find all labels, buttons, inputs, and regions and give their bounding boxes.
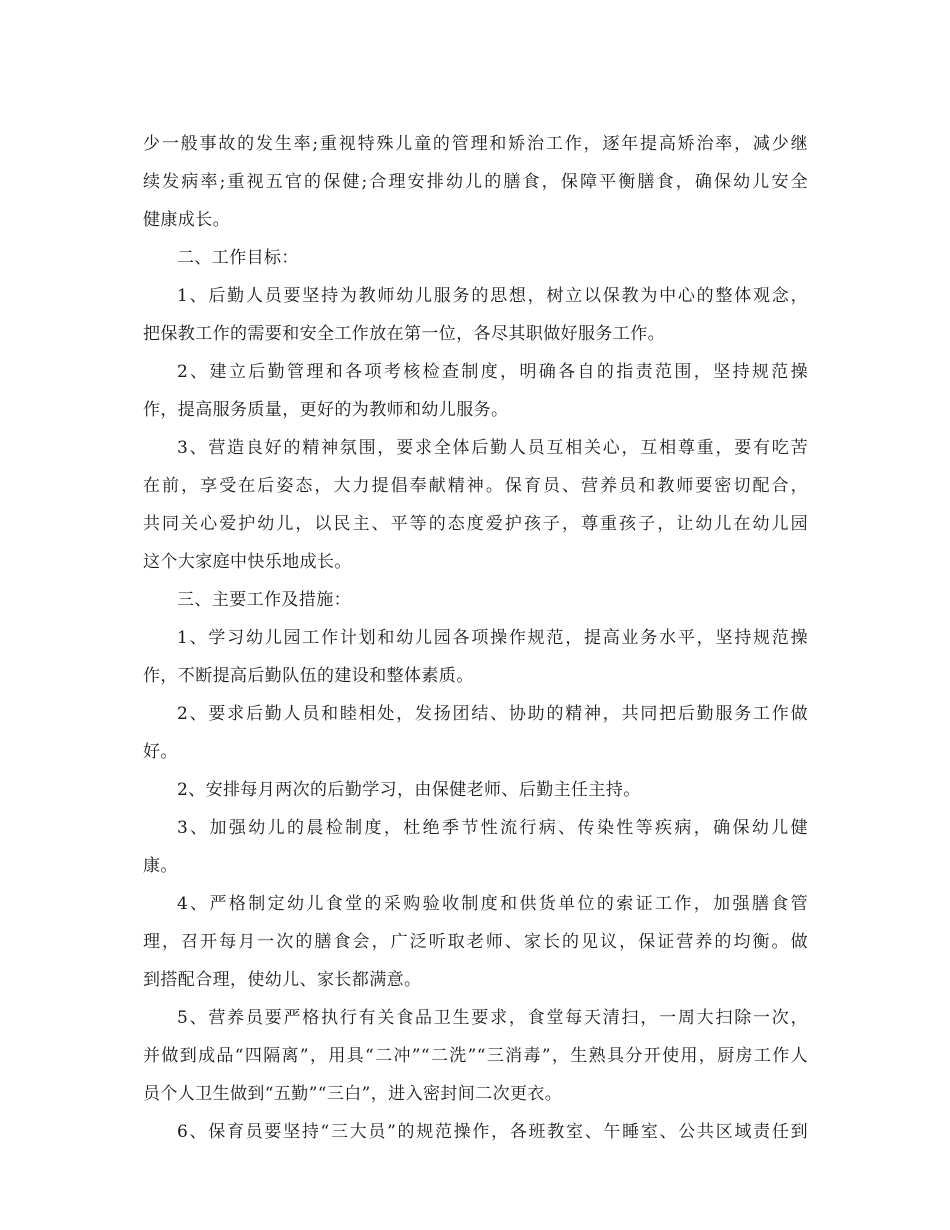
text-line: 2、安排每月两次的后勤学习，由保健老师、后勤主任主持。 xyxy=(177,780,641,800)
document-body xyxy=(143,125,808,1151)
text-line: 3、营造良好的精神氛围，要求全体后勤人员互相关心，互相尊重，要有吃苦 xyxy=(177,438,808,458)
text-line: 二、工作目标： xyxy=(177,248,299,268)
text-line: 理，召开每月一次的膳食会，广泛听取老师、家长的见议，保证营养的均衡。做 xyxy=(143,932,808,952)
text-line: 作，不断提高后勤队伍的建设和整体素质。 xyxy=(143,666,474,686)
text-line: 作，提高服务质量，更好的为教师和幼儿服务。 xyxy=(143,400,509,420)
text-line: 并做到成品“四隔离”，用具“二冲”“二洗”“三消毒”，生熟具分开使用，厨房工作人 xyxy=(143,1046,808,1066)
text-line: 共同关心爱护幼儿，以民主、平等的态度爱护孩子，尊重孩子，让幼儿在幼儿园 xyxy=(143,514,808,534)
text-line: 2、建立后勤管理和各项考核检查制度，明确各自的指责范围，坚持规范操 xyxy=(177,362,808,382)
text-line: 好。 xyxy=(143,742,178,762)
text-line: 把保教工作的需要和安全工作放在第一位，各尽其职做好服务工作。 xyxy=(143,324,665,344)
text-line: 健康成长。 xyxy=(143,210,230,230)
text-line: 在前，享受在后姿态，大力提倡奉献精神。保育员、营养员和教师要密切配合， xyxy=(143,476,808,496)
text-line: 康。 xyxy=(143,856,178,876)
text-line: 3、加强幼儿的晨检制度，杜绝季节性流行病、传染性等疾病，确保幼儿健 xyxy=(177,818,808,838)
text-line: 这个大家庭中快乐地成长。 xyxy=(143,552,352,572)
text-line: 6、保育员要坚持“三大员”的规范操作，各班教室、午睡室、公共区域责任到 xyxy=(177,1122,808,1142)
text-line: 员个人卫生做到“五勤”“三白”，进入密封间二次更衣。 xyxy=(143,1084,563,1104)
text-line: 2、要求后勤人员和睦相处，发扬团结、协助的精神，共同把后勤服务工作做 xyxy=(177,704,808,724)
text-line: 续发病率;重视五官的保健;合理安排幼儿的膳食，保障平衡膳食，确保幼儿安全 xyxy=(143,172,808,192)
text-line: 1、后勤人员要坚持为教师幼儿服务的思想，树立以保教为中心的整体观念， xyxy=(177,286,808,306)
text-line: 4、严格制定幼儿食堂的采购验收制度和供货单位的索证工作，加强膳食管 xyxy=(177,894,808,914)
text-line: 1、学习幼儿园工作计划和幼儿园各项操作规范，提高业务水平，坚持规范操 xyxy=(177,628,808,648)
text-line: 到搭配合理，使幼儿、家长都满意。 xyxy=(143,970,422,990)
text-line: 5、营养员要严格执行有关食品卫生要求，食堂每天清扫，一周大扫除一次， xyxy=(177,1008,808,1028)
text-line: 三、主要工作及措施： xyxy=(177,590,351,610)
text-line: 少一般事故的发生率;重视特殊儿童的管理和矫治工作，逐年提高矫治率，减少继 xyxy=(143,134,808,154)
